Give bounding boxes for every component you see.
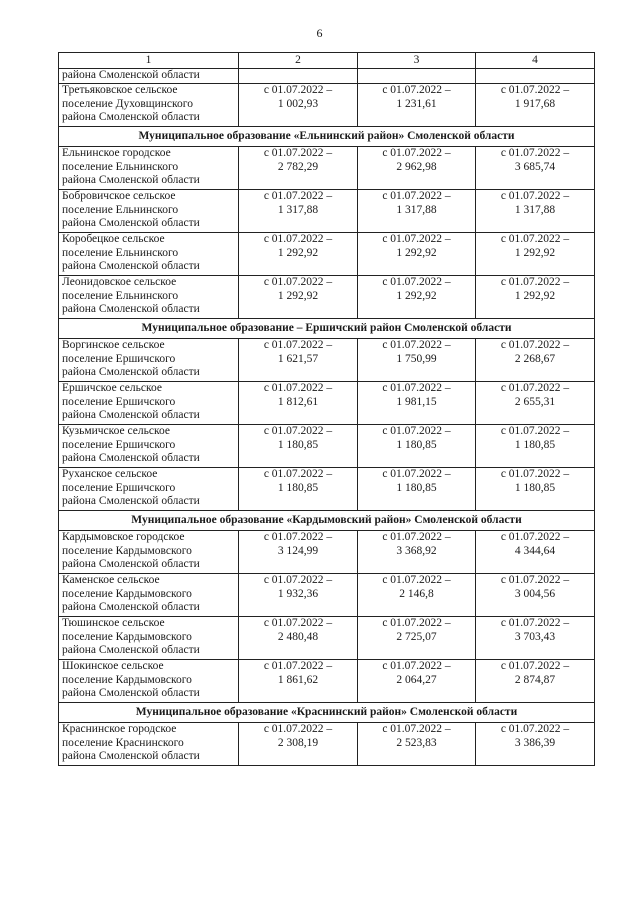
cell-line: Тюшинское сельское (62, 617, 165, 629)
cell-line: 1 292,92 (396, 289, 437, 302)
tariff-value-cell-col2 (239, 660, 358, 703)
cell-line: Третьяковское сельское (62, 84, 178, 96)
section-title: Муниципальное образование «Ельнинский район» Смоленской области (59, 127, 595, 147)
cell-line: с 01.07.2022 – (382, 617, 451, 629)
tariff-value-cell-col2 (239, 574, 358, 617)
tariff-value-cell-col3 (358, 617, 476, 660)
cell-line: 3 124,99 (277, 544, 319, 557)
cell-line: с 01.07.2022 – (500, 233, 570, 245)
empty-cell (239, 69, 358, 84)
cell-line: с 01.07.2022 – (263, 276, 333, 288)
cell-line: поселение Краснинского (62, 736, 184, 749)
cell-line: Кардымовское городское (62, 531, 185, 543)
cell-line: 1 317,88 (514, 203, 556, 216)
tariff-value-cell-col2 (239, 190, 358, 233)
cell-line: с 01.07.2022 – (382, 425, 451, 437)
table-row (59, 660, 595, 703)
cell-line: 2 480,48 (277, 630, 319, 643)
continuation-name-cell: района Смоленской области (59, 69, 239, 84)
cell-line: с 01.07.2022 – (500, 468, 570, 480)
cell-line: Шокинское сельское (62, 660, 164, 672)
cell-line: 1 861,62 (277, 673, 319, 686)
cell-line: поселение Ершичского (62, 438, 176, 451)
cell-line: 1 180,85 (277, 481, 319, 494)
tariff-value-cell-col4 (476, 147, 595, 190)
settlement-name-cell (59, 468, 239, 511)
cell-line: 3 004,56 (514, 587, 556, 600)
tariff-value-cell-col4 (476, 468, 595, 511)
tariff-value-cell-col2 (239, 531, 358, 574)
cell-line: района Смоленской области (62, 260, 200, 272)
cell-line: с 01.07.2022 – (500, 84, 570, 96)
settlement-name-cell (59, 425, 239, 468)
cell-line: 1 292,92 (396, 246, 437, 259)
cell-line: 1 292,92 (277, 246, 319, 259)
cell-line: с 01.07.2022 – (263, 84, 333, 96)
tariff-value-cell-col4 (476, 84, 595, 127)
cell-line: 3 703,43 (514, 630, 556, 643)
cell-line: поселение Ельнинского (62, 289, 179, 302)
section-title: Муниципальное образование «Кардымовский район» Смоленской области (59, 511, 595, 531)
tariff-value-cell-col2 (239, 276, 358, 319)
cell-line: с 01.07.2022 – (500, 531, 570, 543)
cell-line: 1 180,85 (277, 438, 319, 451)
tariff-value-cell-col3 (358, 276, 476, 319)
cell-line: с 01.07.2022 – (500, 276, 570, 288)
table-row (59, 233, 595, 276)
cell-line: 1 932,36 (277, 587, 319, 600)
cell-line: с 01.07.2022 – (263, 339, 333, 351)
empty-cell (476, 69, 595, 84)
tariff-value-cell-col4 (476, 276, 595, 319)
table-row (59, 531, 595, 574)
cell-line: с 01.07.2022 – (263, 574, 333, 586)
cell-line: 2 308,19 (277, 736, 319, 749)
cell-line: 2 146,8 (399, 587, 434, 600)
cell-line: 1 812,61 (277, 395, 319, 408)
tariff-table (58, 52, 595, 766)
page-number: 6 (316, 26, 323, 40)
settlement-name-cell (59, 84, 239, 127)
cell-line: района Смоленской области (62, 217, 200, 229)
column-number-header-row (59, 53, 595, 69)
cell-line: района Смоленской области (62, 174, 200, 186)
cell-line: поселение Кардымовского (62, 544, 192, 557)
cell-line: района Смоленской области (62, 558, 200, 570)
settlement-name-cell (59, 339, 239, 382)
table-row (59, 425, 595, 468)
cell-line: с 01.07.2022 – (382, 382, 451, 394)
tariff-value-cell-col4 (476, 382, 595, 425)
tariff-value-cell-col3 (358, 84, 476, 127)
section-title: Муниципальное образование «Краснинский район» Смоленской области (59, 703, 595, 723)
section-title: Муниципальное образование – Ершичский район Смоленской области (59, 319, 595, 339)
cell-line: района Смоленской области (62, 601, 200, 613)
cell-line: с 01.07.2022 – (382, 531, 451, 543)
cell-line: 3 386,39 (514, 736, 556, 749)
cell-line: поселение Ершичского (62, 481, 176, 494)
cell-line: с 01.07.2022 – (263, 617, 333, 629)
cell-line: района Смоленской области (62, 111, 200, 123)
settlement-name-cell (59, 723, 239, 766)
continuation-row (59, 69, 595, 84)
tariff-value-cell-col2 (239, 425, 358, 468)
cell-line: с 01.07.2022 – (382, 339, 451, 351)
cell-line: с 01.07.2022 – (500, 574, 570, 586)
cell-line: с 01.07.2022 – (263, 425, 333, 437)
cell-line: поселение Ельнинского (62, 246, 179, 259)
cell-line: с 01.07.2022 – (382, 84, 451, 96)
cell-line: 2 655,31 (514, 395, 556, 408)
cell-line: поселение Кардымовского (62, 673, 192, 686)
cell-line: 1 621,57 (277, 352, 319, 365)
section-header-row (59, 319, 595, 339)
tariff-value-cell-col4 (476, 660, 595, 703)
cell-line: с 01.07.2022 – (263, 382, 333, 394)
cell-line: поселение Духовщинского (62, 97, 193, 110)
cell-line: района Смоленской области (62, 644, 200, 656)
settlement-name-cell (59, 190, 239, 233)
cell-line: района Смоленской области (62, 366, 200, 378)
section-header-row (59, 703, 595, 723)
cell-line: с 01.07.2022 – (382, 660, 451, 672)
table-row (59, 382, 595, 425)
cell-line: с 01.07.2022 – (500, 617, 570, 629)
table-row (59, 723, 595, 766)
tariff-value-cell-col4 (476, 723, 595, 766)
tariff-value-cell-col4 (476, 425, 595, 468)
cell-line: 1 180,85 (514, 438, 556, 451)
tariff-value-cell-col2 (239, 233, 358, 276)
cell-line: с 01.07.2022 – (500, 190, 570, 202)
column-number-4: 4 (476, 53, 595, 69)
table-row (59, 468, 595, 511)
tariff-value-cell-col4 (476, 233, 595, 276)
cell-line: 1 231,61 (396, 97, 437, 110)
table-row (59, 276, 595, 319)
cell-line: 1 292,92 (514, 246, 556, 259)
cell-line: поселение Ершичского (62, 352, 176, 365)
cell-line: Руханское сельское (62, 468, 158, 480)
cell-line: с 01.07.2022 – (500, 723, 570, 735)
cell-line: 4 344,64 (514, 544, 556, 557)
tariff-value-cell-col4 (476, 531, 595, 574)
cell-line: с 01.07.2022 – (382, 276, 451, 288)
tariff-value-cell-col4 (476, 190, 595, 233)
cell-line: района Смоленской области (62, 687, 200, 699)
cell-line: 1 180,85 (396, 438, 437, 451)
settlement-name-cell (59, 531, 239, 574)
settlement-name-cell (59, 382, 239, 425)
tariff-value-cell-col3 (358, 468, 476, 511)
cell-line: 2 268,67 (514, 352, 556, 365)
cell-line: района Смоленской области (62, 495, 200, 507)
table-body (59, 69, 595, 766)
cell-line: с 01.07.2022 – (263, 147, 333, 159)
cell-line: Бобровичское сельское (62, 190, 176, 202)
cell-line: 1 292,92 (277, 289, 319, 302)
tariff-value-cell-col2 (239, 147, 358, 190)
tariff-value-cell-col3 (358, 660, 476, 703)
cell-line: 2 782,29 (277, 160, 319, 173)
tariff-value-cell-col3 (358, 574, 476, 617)
cell-line: 2 064,27 (396, 673, 437, 686)
cell-line: поселение Кардымовского (62, 630, 192, 643)
settlement-name-cell (59, 660, 239, 703)
cell-line: 1 002,93 (277, 97, 319, 110)
cell-line: с 01.07.2022 – (263, 233, 333, 245)
cell-line: 1 292,92 (514, 289, 556, 302)
settlement-name-cell (59, 147, 239, 190)
cell-line: с 01.07.2022 – (500, 425, 570, 437)
column-number-3: 3 (358, 53, 476, 69)
cell-line: с 01.07.2022 – (263, 190, 333, 202)
table-row (59, 84, 595, 127)
cell-line: Коробецкое сельское (62, 233, 165, 245)
cell-line: поселение Ершичского (62, 395, 176, 408)
settlement-name-cell (59, 276, 239, 319)
tariff-value-cell-col3 (358, 425, 476, 468)
cell-line: с 01.07.2022 – (263, 723, 333, 735)
settlement-name-cell (59, 617, 239, 660)
cell-line: 1 317,88 (396, 203, 437, 216)
cell-line: 2 874,87 (514, 673, 556, 686)
cell-line: с 01.07.2022 – (382, 468, 451, 480)
cell-line: с 01.07.2022 – (500, 382, 570, 394)
cell-line: 1 317,88 (277, 203, 319, 216)
tariff-value-cell-col2 (239, 339, 358, 382)
cell-line: Кузьмичское сельское (62, 425, 170, 437)
cell-line: Воргинское сельское (62, 339, 165, 351)
tariff-value-cell-col2 (239, 723, 358, 766)
table-row (59, 147, 595, 190)
tariff-value-cell-col3 (358, 531, 476, 574)
tariff-value-cell-col3 (358, 339, 476, 382)
cell-line: поселение Ельнинского (62, 203, 179, 216)
tariff-value-cell-col4 (476, 617, 595, 660)
cell-line: района Смоленской области (62, 452, 200, 464)
cell-line: с 01.07.2022 – (382, 233, 451, 245)
cell-line: 1 981,15 (396, 395, 437, 408)
cell-line: поселение Кардымовского (62, 587, 192, 600)
cell-line: с 01.07.2022 – (500, 339, 570, 351)
tariff-value-cell-col4 (476, 574, 595, 617)
tariff-value-cell-col3 (358, 190, 476, 233)
tariff-value-cell-col3 (358, 723, 476, 766)
table-row (59, 339, 595, 382)
tariff-value-cell-col2 (239, 468, 358, 511)
tariff-value-cell-col2 (239, 617, 358, 660)
table-row (59, 574, 595, 617)
cell-line: с 01.07.2022 – (500, 660, 570, 672)
column-number-2: 2 (239, 53, 358, 69)
tariff-value-cell-col4 (476, 339, 595, 382)
cell-line: 3 685,74 (514, 160, 556, 173)
empty-cell (358, 69, 476, 84)
cell-line: Ельнинское городское (62, 147, 171, 159)
cell-line: 2 962,98 (396, 160, 437, 173)
cell-line: района Смоленской области (62, 750, 200, 762)
table-row (59, 617, 595, 660)
cell-line: с 01.07.2022 – (263, 660, 333, 672)
tariff-value-cell-col3 (358, 382, 476, 425)
column-number-1: 1 (59, 53, 239, 69)
cell-line: 1 750,99 (396, 352, 437, 365)
cell-line: с 01.07.2022 – (500, 147, 570, 159)
section-header-row (59, 511, 595, 531)
section-header-row (59, 127, 595, 147)
cell-line: 1 180,85 (514, 481, 556, 494)
tariff-value-cell-col2 (239, 382, 358, 425)
cell-line: 1 180,85 (396, 481, 437, 494)
cell-line: с 01.07.2022 – (382, 190, 451, 202)
cell-line: с 01.07.2022 – (382, 723, 451, 735)
cell-line: Каменское сельское (62, 574, 160, 586)
cell-line: Леонидовское сельское (62, 276, 177, 288)
cell-line: Ершичское сельское (62, 382, 162, 394)
cell-line: с 01.07.2022 – (263, 468, 333, 480)
cell-line: района Смоленской области (62, 409, 200, 421)
settlement-name-cell (59, 233, 239, 276)
cell-line: 2 523,83 (396, 736, 437, 749)
cell-line: 2 725,07 (396, 630, 437, 643)
cell-line: Краснинское городское (62, 723, 177, 735)
tariff-value-cell-col2 (239, 84, 358, 127)
table-row (59, 190, 595, 233)
tariff-value-cell-col3 (358, 233, 476, 276)
cell-line: 3 368,92 (396, 544, 437, 557)
cell-line: поселение Ельнинского (62, 160, 179, 173)
settlement-name-cell (59, 574, 239, 617)
cell-line: с 01.07.2022 – (382, 147, 451, 159)
cell-line: с 01.07.2022 – (382, 574, 451, 586)
cell-line: района Смоленской области (62, 303, 200, 315)
cell-line: с 01.07.2022 – (263, 531, 333, 543)
cell-line: 1 917,68 (514, 97, 556, 110)
tariff-value-cell-col3 (358, 147, 476, 190)
